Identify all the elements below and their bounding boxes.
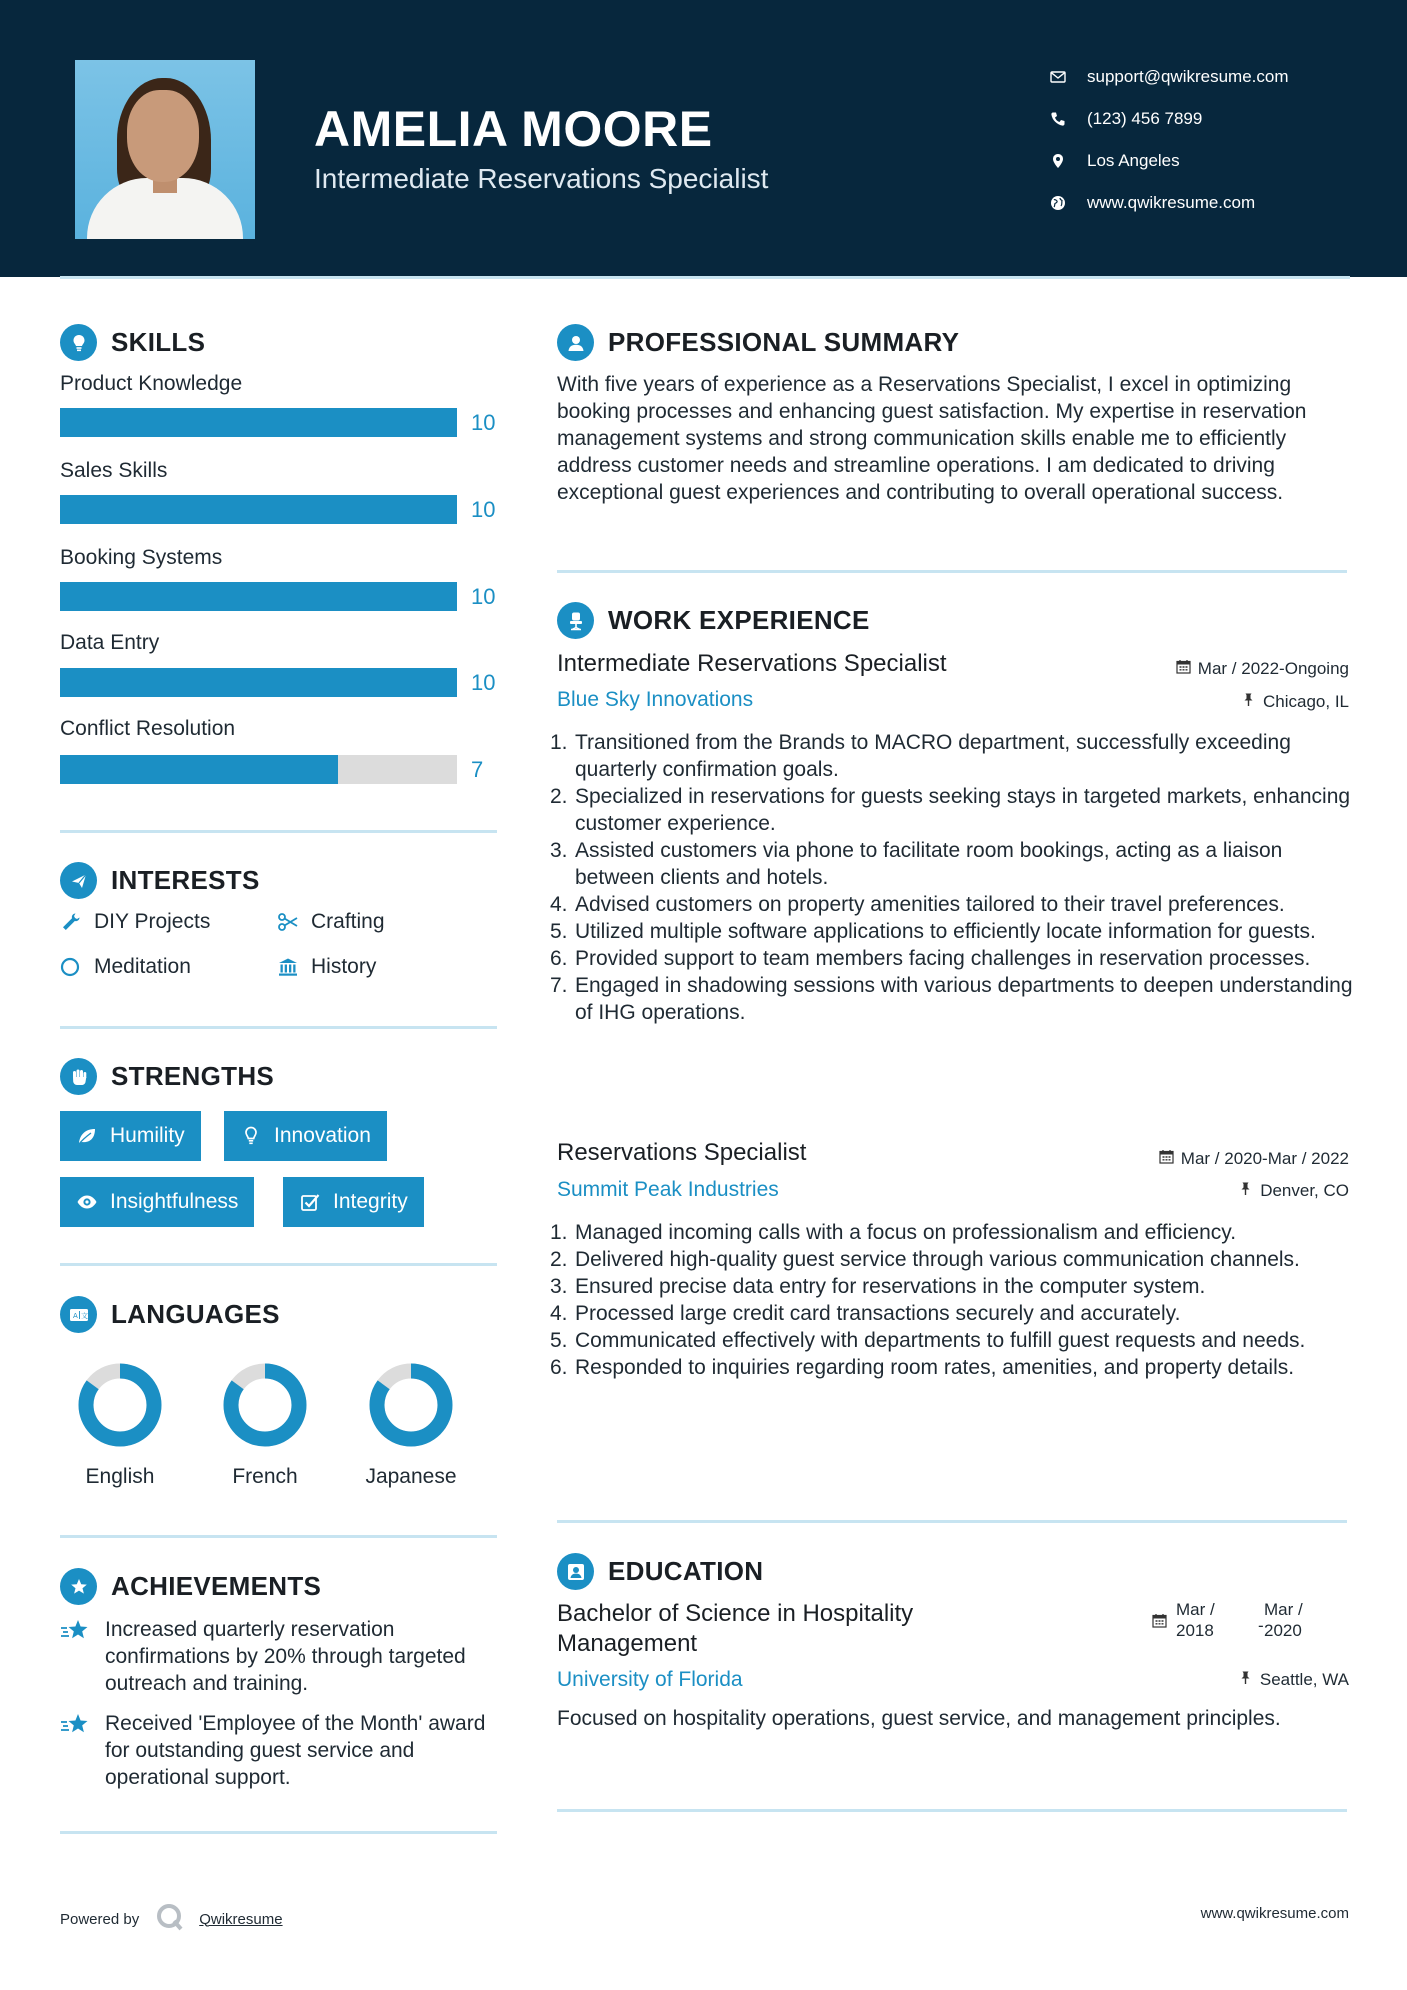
job-bullet: 2. Delivered high-quality guest service through various communication channels.: [550, 1248, 1300, 1271]
globe-icon: [1050, 195, 1087, 211]
job-dates: [1176, 659, 1349, 679]
contact-location-text: Los Angeles: [1087, 151, 1180, 170]
education-date-dash: -: [1258, 1616, 1264, 1635]
office-chair-icon: [557, 602, 594, 639]
education-start-year: 2018: [1176, 1621, 1214, 1640]
circle-icon: [60, 956, 94, 978]
education-end-year: 2020: [1264, 1621, 1302, 1640]
company-name[interactable]: Blue Sky Innovations: [557, 688, 754, 711]
star-icon: [60, 1616, 105, 1697]
skill-value: 10: [471, 670, 496, 695]
summary-title: PROFESSIONAL SUMMARY: [608, 327, 960, 357]
achievement-text: Received 'Employee of the Month' award for outstanding guest service and operational support.: [105, 1712, 486, 1789]
section-divider: [60, 1535, 497, 1538]
skill-bar-fill: [60, 495, 457, 524]
paper-plane-icon: [60, 862, 97, 899]
job-location-text: Chicago, IL: [1263, 692, 1349, 711]
graduate-icon: [557, 1553, 594, 1590]
job-bullet: 6. Provided support to team members facing challenges in reservation processes.: [550, 947, 1311, 970]
strengths-heading: [60, 1058, 274, 1095]
section-divider: [557, 1809, 1347, 1812]
section-divider: [557, 1520, 1347, 1523]
language-item: [341, 1361, 481, 1489]
education-title: EDUCATION: [608, 1556, 764, 1586]
calendar-icon: [1152, 1613, 1167, 1633]
job-bullet: 2. Specialized in reservations for guests seeking stays in targeted markets, enhancing customer experience.: [550, 785, 1351, 835]
language-label: English: [85, 1465, 155, 1488]
achievement-item: [60, 1710, 490, 1791]
job-dates-text: Mar / 2022-Ongoing: [1197, 659, 1349, 678]
language-item: [50, 1361, 190, 1489]
job-bullet: 4. Processed large credit card transactions securely and accurately.: [550, 1302, 1181, 1325]
skill-value: 10: [471, 584, 496, 609]
education-dates: [1152, 1600, 1312, 1642]
job-bullet: 4. Advised customers on property amenities tailored to their travel preferences.: [550, 893, 1285, 916]
education-end-month: Mar /: [1264, 1600, 1303, 1619]
pushpin-icon: [1238, 1670, 1260, 1690]
skill-value: 7: [471, 757, 484, 782]
achievements-title: ACHIEVEMENTS: [111, 1571, 322, 1601]
profile-photo: [75, 60, 255, 239]
skill-name: Sales Skills: [60, 459, 168, 482]
svg-text:文: 文: [80, 1311, 88, 1320]
skill-value: 10: [471, 497, 496, 522]
leaf-icon: [76, 1125, 98, 1147]
job-bullet: 3. Assisted customers via phone to facilitate room bookings, acting as a liaison between clients and hotels.: [550, 839, 1283, 889]
powered-by: [60, 1902, 283, 1936]
checkbox-icon: [299, 1191, 321, 1213]
summary-heading: [557, 324, 959, 361]
interests-heading: [60, 862, 260, 899]
interest-label: Meditation: [94, 955, 191, 978]
wrench-icon: [60, 911, 94, 933]
section-divider: [60, 1026, 497, 1029]
skill-name: Data Entry: [60, 631, 160, 654]
contact-website-text: www.qwikresume.com: [1087, 193, 1256, 212]
language-donut: [76, 1361, 164, 1449]
job-bullet: 5. Utilized multiple software applications to efficiently locate information for guests.: [550, 920, 1316, 943]
language-label: French: [232, 1465, 298, 1488]
section-divider: [60, 1831, 497, 1834]
skills-title: SKILLS: [111, 327, 206, 357]
languages-title: LANGUAGES: [111, 1299, 280, 1329]
calendar-icon: [1159, 1149, 1181, 1169]
experience-heading: [557, 602, 870, 639]
skill-bar-fill: [60, 408, 457, 437]
skill-name: Conflict Resolution: [60, 717, 236, 740]
strength-badge: [60, 1177, 254, 1227]
pushpin-icon: [1238, 1181, 1260, 1201]
job-bullet: 1. Transitioned from the Brands to MACRO department, successfully exceeding quarterly confirmation goals.: [550, 731, 1291, 781]
skill-bar: [60, 495, 457, 524]
language-donut: [221, 1361, 309, 1449]
skill-bar: [60, 668, 457, 697]
job-location-text: Denver, CO: [1260, 1181, 1349, 1200]
job-bullet: 7. Engaged in shadowing sessions with various departments to deepen understanding of IHG operations.: [550, 974, 1353, 1024]
interest-label: DIY Projects: [94, 910, 211, 933]
star-icon: [60, 1710, 105, 1791]
pushpin-icon: [1241, 692, 1263, 712]
eye-icon: [76, 1191, 98, 1213]
candidate-name: AMELIA MOORE: [314, 101, 713, 157]
interest-item: [60, 910, 210, 934]
candidate-title: Intermediate Reservations Specialist: [314, 163, 769, 194]
experience-title: WORK EXPERIENCE: [608, 605, 870, 635]
svg-text:A: A: [72, 1311, 78, 1320]
interest-item: [60, 955, 191, 979]
job-bullet: 3. Ensured precise data entry for reservations in the computer system.: [550, 1275, 1206, 1298]
job-dates-text: Mar / 2020-Mar / 2022: [1180, 1149, 1349, 1168]
lightbulb-icon: [60, 324, 97, 361]
skill-bar: [60, 408, 457, 437]
interests-title: INTERESTS: [111, 865, 260, 895]
school-name[interactable]: University of Florida: [557, 1668, 743, 1691]
contact-phone-text: (123) 456 7899: [1087, 109, 1203, 128]
strength-label: Integrity: [333, 1190, 408, 1213]
phone-icon: [1050, 111, 1087, 127]
powered-by-text: Powered by: [60, 1910, 140, 1928]
strengths-title: STRENGTHS: [111, 1061, 275, 1091]
skill-bar: [60, 755, 457, 784]
map-pin-icon: [1050, 153, 1087, 169]
skill-name: Product Knowledge: [60, 372, 243, 395]
footer-website[interactable]: www.qwikresume.com: [1200, 1905, 1349, 1922]
contact-list: [1050, 56, 1289, 224]
job-bullet: 6. Responded to inquiries regarding room rates, amenities, and property details.: [550, 1356, 1295, 1379]
education-description: Focused on hospitality operations, guest service, and management principles.: [557, 1707, 1281, 1730]
section-divider: [60, 830, 497, 833]
interest-item: [277, 910, 385, 934]
job-location: [1238, 1181, 1349, 1201]
skill-name: Booking Systems: [60, 546, 223, 569]
education-heading: [557, 1553, 763, 1590]
languages-heading: [60, 1296, 280, 1333]
scissors-icon: [277, 911, 311, 933]
header-divider: [60, 276, 1350, 279]
strength-badge: [224, 1111, 387, 1161]
summary-text: With five years of experience as a Reservations Specialist, I excel in optimizing booking processes and enhancing guest satisfaction. My expertise in reservation management systems and strong communication skills enable me to efficiently address customer needs and streamline operations. I am dedicated to driving exceptional guest experiences and contributing to overall operational success.: [557, 373, 1307, 504]
job-bullets: [550, 729, 1357, 1026]
skill-bar: [60, 582, 457, 611]
envelope-icon: [1050, 69, 1087, 85]
star-badge-icon: [60, 1568, 97, 1605]
achievements-heading: [60, 1568, 321, 1605]
achievement-text: Increased quarterly reservation confirmations by 20% through targeted outreach and training.: [105, 1618, 466, 1695]
contact-phone[interactable]: [1050, 98, 1289, 140]
lightbulb-icon: [240, 1125, 262, 1147]
skill-bar-fill: [60, 668, 457, 697]
skill-bar-fill: [60, 582, 457, 611]
translate-icon: [60, 1296, 97, 1333]
job-bullet: 5. Communicated effectively with departments to fulfill guest requests and needs.: [550, 1329, 1306, 1352]
job-bullet: 1. Managed incoming calls with a focus on professionalism and efficiency.: [550, 1221, 1237, 1244]
education-location: [1238, 1670, 1349, 1690]
company-name[interactable]: Summit Peak Industries: [557, 1178, 779, 1201]
section-divider: [557, 570, 1347, 573]
job-location: [1241, 692, 1349, 712]
strength-label: Humility: [110, 1124, 185, 1147]
strength-label: Insightfulness: [110, 1190, 239, 1213]
degree-title: Bachelor of Science in Hospitality Management: [557, 1600, 914, 1657]
education-start-month: Mar /: [1176, 1600, 1215, 1619]
skill-bar-fill: [60, 755, 338, 784]
contact-website[interactable]: [1050, 182, 1289, 224]
qwikresume-logo-icon: [155, 1902, 185, 1936]
education-location-text: Seattle, WA: [1259, 1670, 1349, 1689]
language-item: [195, 1361, 335, 1489]
contact-email[interactable]: [1050, 56, 1289, 98]
interest-label: Crafting: [311, 910, 385, 933]
interest-label: History: [311, 955, 377, 978]
strength-badge: [60, 1111, 201, 1161]
job-dates: [1159, 1149, 1349, 1169]
qwikresume-link[interactable]: Qwikresume: [199, 1910, 283, 1928]
skill-value: 10: [471, 410, 496, 435]
section-divider: [60, 1263, 497, 1266]
achievement-item: [60, 1616, 490, 1697]
language-label: Japanese: [365, 1465, 457, 1488]
job-bullets: [550, 1219, 1357, 1381]
skills-heading: [60, 324, 205, 361]
interest-item: [277, 955, 376, 979]
user-icon: [557, 324, 594, 361]
contact-email-text: support@qwikresume.com: [1087, 67, 1289, 86]
calendar-icon: [1176, 659, 1198, 679]
bank-icon: [277, 956, 311, 978]
strength-label: Innovation: [274, 1124, 371, 1147]
fist-icon: [60, 1058, 97, 1095]
job-title: Reservations Specialist: [557, 1139, 807, 1166]
job-title: Intermediate Reservations Specialist: [557, 650, 947, 677]
strength-badge: [283, 1177, 424, 1227]
language-donut: [367, 1361, 455, 1449]
contact-location: [1050, 140, 1289, 182]
resume-header: [0, 0, 1407, 277]
